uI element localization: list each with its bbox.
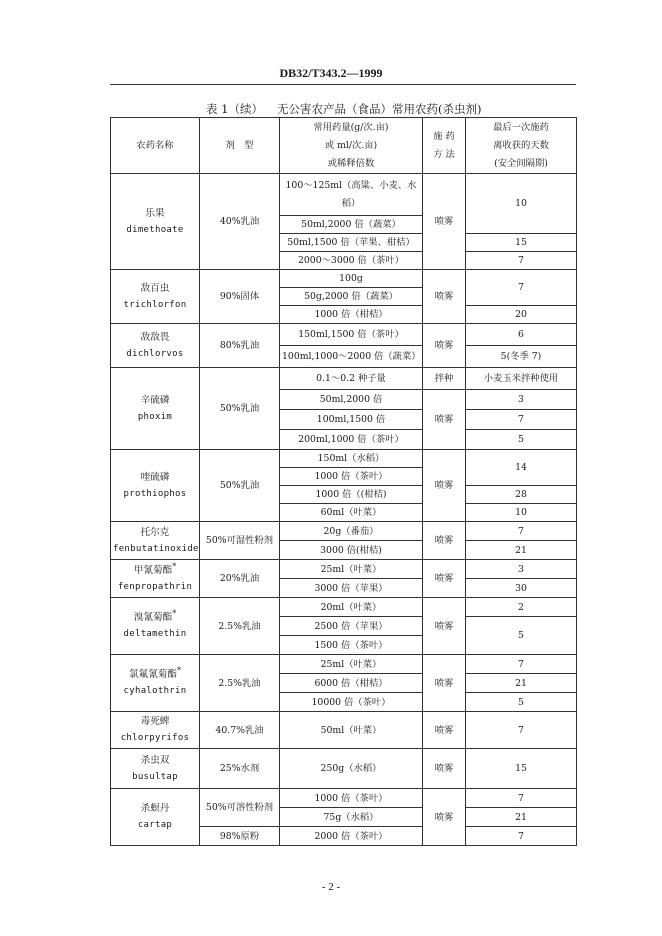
dose-cell: 50ml,2000 倍（蔬菜） [280, 216, 423, 234]
pesticide-name: 托尔克 fenbutatinoxide [111, 522, 200, 560]
interval-cell: 7 [466, 410, 577, 430]
table-row [111, 749, 577, 789]
interval-cell: 7 [466, 522, 577, 541]
interval-cell: 14 [466, 450, 577, 486]
dose-cell: 50ml,1500 倍（苹果、柑桔） [280, 234, 423, 252]
formulation: 2.5%乳油 [200, 598, 280, 655]
formulation: 40%乳油 [200, 174, 280, 270]
header-rule [110, 84, 576, 85]
interval-cell: 7 [466, 827, 577, 846]
interval-cell: 2 [466, 598, 577, 617]
dose-cell: 75g（水稻） [280, 808, 423, 827]
interval-cell: 7 [466, 270, 577, 306]
interval-cell: 21 [466, 808, 577, 827]
page-number: - 2 - [321, 881, 341, 893]
pesticide-name: 杀虫双 busultap [111, 749, 200, 789]
table-row [111, 174, 577, 216]
formulation: 25%水剂 [200, 749, 280, 789]
formulation: 40.7%乳油 [200, 712, 280, 749]
table-row [111, 655, 577, 674]
method-cell: 喷雾 [423, 749, 466, 789]
interval-cell: 7 [466, 655, 577, 674]
table-row [111, 368, 577, 390]
pesticide-name: 敌敌畏 dichlorvos [111, 324, 200, 368]
dose-cell: 2000～3000 倍（茶叶） [280, 252, 423, 270]
interval-cell: 3 [466, 560, 577, 579]
method-cell: 喷雾 [423, 560, 466, 598]
interval-cell: 7 [466, 712, 577, 749]
table-row [111, 270, 577, 288]
method-cell: 喷雾 [423, 522, 466, 560]
dose-cell: 50ml（叶菜） [280, 712, 423, 749]
pesticide-table [110, 117, 577, 846]
dose-cell: 20g（番茄） [280, 522, 423, 541]
method-cell: 喷雾 [423, 390, 466, 450]
dose-cell: 3000 倍(柑桔) [280, 541, 423, 560]
caption-title: 无公害农产品（食品）常用农药(杀虫剂) [276, 102, 482, 116]
pesticide-name: 杀螟丹 cartap [111, 789, 200, 846]
pesticide-name: 喹硫磷 prothiophos [111, 450, 200, 522]
table-row [111, 598, 577, 617]
dose-cell: 100g [280, 270, 423, 288]
formulation: 2.5%乳油 [200, 655, 280, 712]
formulation: 50%乳油 [200, 450, 280, 522]
header-name: 农药名称 [111, 118, 200, 174]
table-caption [206, 101, 481, 117]
header-dose: 常用药量(g/次.亩) 或 ml/次.亩) 或稀释倍数 [280, 118, 423, 174]
table-row [111, 560, 577, 579]
interval-cell: 6 [466, 324, 577, 346]
interval-cell: 3 [466, 390, 577, 410]
interval-cell: 5 [466, 617, 577, 655]
interval-cell: 28 [466, 486, 577, 504]
interval-cell: 10 [466, 174, 577, 234]
method-cell: 喷雾 [423, 174, 466, 270]
header-method: 施 药 方 法 [423, 118, 466, 174]
dose-cell: 0.1～0.2 种子量 [280, 368, 423, 390]
dose-cell: 60ml（叶菜） [280, 504, 423, 522]
method-cell: 喷雾 [423, 712, 466, 749]
dose-cell: 2500 倍（苹果） [280, 617, 423, 636]
interval-cell: 5 [466, 693, 577, 712]
interval-cell: 小麦玉米拌种使用 [466, 368, 577, 390]
standard-id: DB32/T343.2—1999 [279, 66, 383, 80]
pesticide-name: 毒死蜱 chlorpyrifos [111, 712, 200, 749]
table-row [111, 789, 577, 808]
formulation: 80%乳油 [200, 324, 280, 368]
pesticide-name: 敌百虫 trichlorfon [111, 270, 200, 324]
table-row [111, 522, 577, 541]
method-cell: 喷雾 [423, 450, 466, 522]
table-row [111, 450, 577, 468]
interval-cell: 21 [466, 674, 577, 693]
formulation: 98%原粉 [200, 827, 280, 846]
header-interval: 最后一次施药 离收获的天数 (安全间隔期) [466, 118, 577, 174]
formulation: 20%乳油 [200, 560, 280, 598]
method-cell: 喷雾 [423, 270, 466, 324]
method-cell: 拌种 [423, 368, 466, 390]
interval-cell: 21 [466, 541, 577, 560]
interval-cell: 7 [466, 252, 577, 270]
pesticide-name: 甲氰菊酯* fenpropathrin [111, 560, 200, 598]
pesticide-name: 乐果 dimethoate [111, 174, 200, 270]
dose-cell: 1000 倍（柑桔） [280, 306, 423, 324]
interval-cell: 15 [466, 749, 577, 789]
pesticide-name: 溴氰菊酯* deltamethin [111, 598, 200, 655]
method-cell: 喷雾 [423, 324, 466, 368]
dose-cell: 25ml（叶菜） [280, 560, 423, 579]
caption-number: 表 1（续） [206, 102, 263, 116]
dose-cell: 200ml,1000 倍（茶叶） [280, 430, 423, 450]
interval-cell: 30 [466, 579, 577, 598]
method-cell: 喷雾 [423, 655, 466, 712]
interval-cell: 5(冬季 7) [466, 346, 577, 368]
dose-cell: 20ml（叶菜） [280, 598, 423, 617]
formulation: 50%可湿性粉剂 [200, 522, 280, 560]
pesticide-name: 氯氟氰菊酯* cyhalothrin [111, 655, 200, 712]
dose-cell: 1000 倍（茶叶） [280, 468, 423, 486]
dose-cell: 10000 倍（茶叶） [280, 693, 423, 712]
dose-cell: 250g（水稻） [280, 749, 423, 789]
formulation: 50%可溶性粉剂 [200, 789, 280, 827]
dose-cell: 1000 倍（(柑桔) [280, 486, 423, 504]
table-row [111, 712, 577, 749]
dose-cell: 100～125ml（高粱、小麦、水稻） [280, 174, 423, 216]
pesticide-name: 辛硫磷 phoxim [111, 368, 200, 450]
interval-cell: 10 [466, 504, 577, 522]
dose-cell: 6000 倍（柑桔） [280, 674, 423, 693]
dose-cell: 100ml,1000～2000 倍（蔬菜） [280, 346, 423, 368]
dose-cell: 50g,2000 倍（蔬菜） [280, 288, 423, 306]
dose-cell: 100ml,1500 倍 [280, 410, 423, 430]
interval-cell: 15 [466, 234, 577, 252]
dose-cell: 150ml（水稻） [280, 450, 423, 468]
interval-cell: 20 [466, 306, 577, 324]
dose-cell: 1500 倍（茶叶） [280, 636, 423, 655]
dose-cell: 2000 倍（茶叶） [280, 827, 423, 846]
method-cell: 喷雾 [423, 598, 466, 655]
interval-cell: 5 [466, 430, 577, 450]
dose-cell: 150ml,1500 倍（茶叶） [280, 324, 423, 346]
dose-cell: 1000 倍（茶叶） [280, 789, 423, 808]
header-form: 剂 型 [200, 118, 280, 174]
formulation: 50%乳油 [200, 368, 280, 450]
dose-cell: 3000 倍（苹果） [280, 579, 423, 598]
table-row [111, 324, 577, 346]
dose-cell: 50ml,2000 倍 [280, 390, 423, 410]
table-header-row [111, 118, 577, 174]
interval-cell: 7 [466, 789, 577, 808]
dose-cell: 25ml（叶菜） [280, 655, 423, 674]
method-cell: 喷雾 [423, 789, 466, 846]
formulation: 90%固体 [200, 270, 280, 324]
